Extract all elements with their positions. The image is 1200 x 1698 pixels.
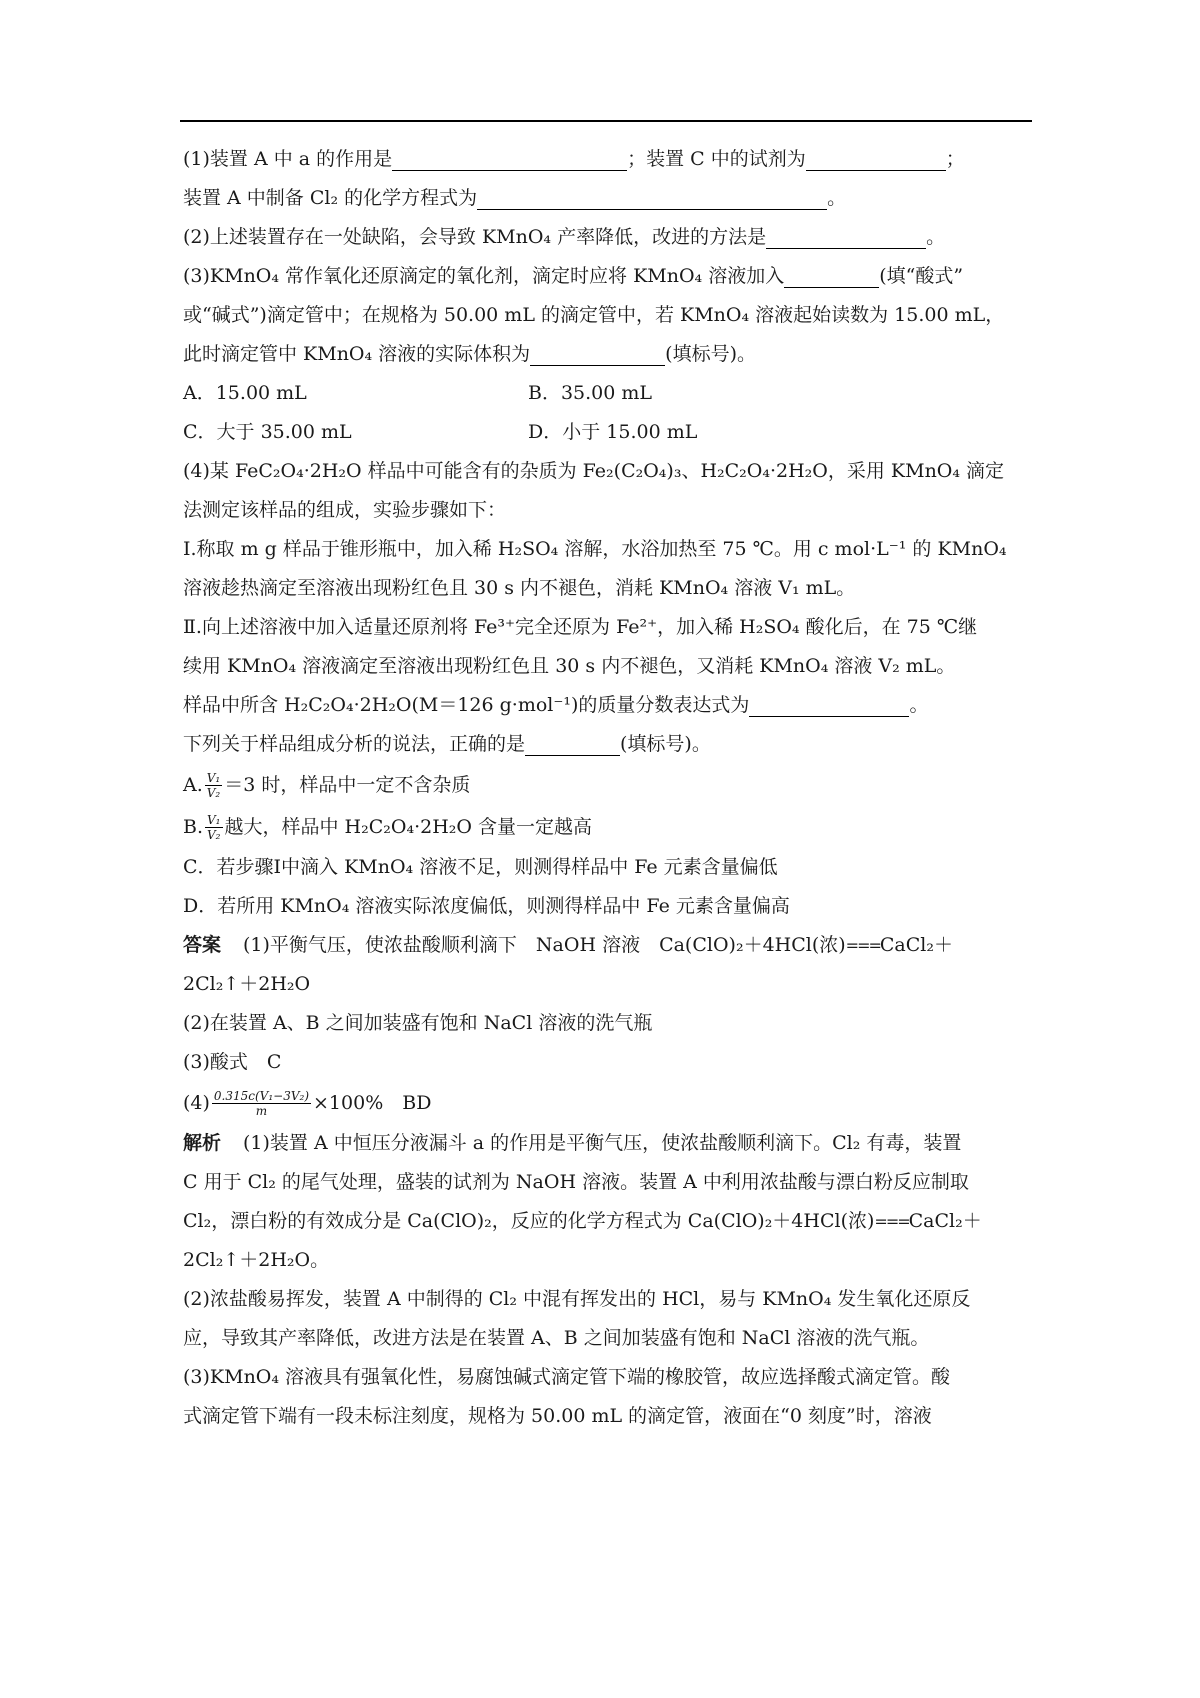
option-a-text: ＝3 时，样品中一定不含杂质 (224, 773, 471, 796)
analysis-2-text-1: (2)浓盐酸易挥发，装置 A 中制得的 Cl₂ 中混有挥发出的 HCl，易与 KMnO₄ 发生氧化还原反 (183, 1288, 971, 1310)
analysis-3-text-1: (3)KMnO₄ 溶液具有强氧化性，易腐蚀碱式滴定管下端的橡胶管，故应选择酸式滴定管。酸 (183, 1366, 951, 1388)
answer-blank (766, 226, 926, 249)
analysis-1-text-3-end: CaCl₂＋ (908, 1210, 982, 1232)
question-4-line-1 (183, 452, 1029, 491)
answer-blank (525, 733, 620, 756)
content-body (183, 140, 1029, 1436)
answer-3 (183, 1043, 1029, 1082)
v1-over-v2-fraction (205, 771, 222, 800)
q4-analysis-end: (填标号)。 (620, 733, 711, 755)
q3-text-d: 此时滴定管中 KMnO₄ 溶液的实际体积为 (183, 343, 531, 365)
option-d: D．小于 15.00 mL (528, 421, 698, 443)
option-b-text: 越大，样品中 H₂C₂O₄·2H₂O 含量一定越高 (224, 815, 593, 838)
analysis-label: 解析 (183, 1132, 222, 1154)
answer-4-fraction (212, 1089, 311, 1118)
option-c-row (183, 848, 1029, 887)
v1-over-v2-fraction (205, 813, 222, 842)
equation-arrow: === (874, 1212, 909, 1231)
option-b: B．35.00 mL (528, 382, 653, 404)
option-d-text: D．若所用 KMnO₄ 溶液实际浓度偏低，则测得样品中 Fe 元素含量偏高 (183, 895, 790, 917)
answer-2 (183, 1004, 1029, 1043)
q3-text-c: 或“碱式”)滴定管中；在规格为 50.00 mL 的滴定管中，若 KMnO₄ 溶液起始读数为 15.00 mL， (183, 304, 1005, 326)
question-3-line-3 (183, 335, 1029, 374)
question-4-step-2-a (183, 608, 1029, 647)
analysis-line-3 (183, 1202, 1029, 1241)
question-4-step-1-a (183, 530, 1029, 569)
q4-text-a: (4)某 FeC₂O₄·2H₂O 样品中可能含有的杂质为 Fe₂(C₂O₄)₃、H₂C₂O₄·2H₂O，采用 KMnO₄ 滴定 (183, 460, 1005, 482)
answer-1-text: (1)平衡气压，使浓盐酸顺利滴下 NaOH 溶液 Ca(ClO)₂＋4HCl(浓) (243, 934, 846, 956)
answer-2-text: (2)在装置 A、B 之间加装盛有饱和 NaCl 溶液的洗气瓶 (183, 1012, 653, 1034)
q3-text-b: (填“酸式” (879, 265, 964, 287)
question-4-line-2 (183, 491, 1029, 530)
analysis-line-4 (183, 1241, 1029, 1280)
analysis-2-text-2: 应，导致其产率降低，改进方法是在装置 A、B 之间加装盛有饱和 NaCl 溶液的洗气瓶。 (183, 1327, 930, 1349)
option-a-prefix: A. (183, 773, 203, 796)
question-1-line-2 (183, 179, 1029, 218)
fraction-denominator: m (255, 1103, 268, 1118)
q4-analysis-text: 下列关于样品组成分析的说法，正确的是 (183, 733, 526, 755)
question-3-options-row-1 (183, 374, 1029, 413)
question-3-options-row-2 (183, 413, 1029, 452)
analysis-line-8 (183, 1397, 1029, 1436)
option-a: A．15.00 mL (183, 382, 307, 404)
answer-1-text-2: 2Cl₂↑＋2H₂O (183, 973, 311, 995)
q1-text-b: ；装置 C 中的试剂为 (627, 148, 806, 170)
question-4-analysis (183, 725, 1029, 764)
option-b-prefix: B. (183, 815, 204, 838)
q4-mass-end: 。 (909, 694, 929, 716)
answer-line-2 (183, 965, 1029, 1004)
q1-text-e: 。 (827, 187, 847, 209)
analysis-1-text-1: (1)装置 A 中恒压分液漏斗 a 的作用是平衡气压，使浓盐酸顺利滴下。Cl₂ 有毒，装置 (243, 1132, 962, 1154)
answer-4-suffix: ×100% BD (313, 1091, 432, 1114)
analysis-line-1 (183, 1124, 1029, 1163)
option-c-text: C．若步骤Ⅰ中滴入 KMnO₄ 溶液不足，则测得样品中 Fe 元素含量偏低 (183, 856, 778, 878)
question-4-mass (183, 686, 1029, 725)
q4-mass-text: 样品中所含 H₂C₂O₄·2H₂O(M＝126 g·mol⁻¹)的质量分数表达式为 (183, 694, 750, 716)
fraction-numerator: V₁ (206, 770, 221, 785)
answer-line-1 (183, 926, 1029, 965)
option-d-row (183, 887, 1029, 926)
header-rule (180, 120, 1032, 122)
analysis-1-text-4: 2Cl₂↑＋2H₂O。 (183, 1249, 330, 1271)
answer-4 (183, 1082, 1029, 1124)
answer-blank (806, 148, 946, 171)
answer-label: 答案 (183, 934, 222, 956)
answer-3-text: (3)酸式 C (183, 1051, 282, 1073)
analysis-line-6 (183, 1319, 1029, 1358)
option-a-row (183, 764, 1029, 806)
fraction-denominator: V₂ (206, 785, 221, 800)
analysis-line-7 (183, 1358, 1029, 1397)
q1-text-d: 装置 A 中制备 Cl₂ 的化学方程式为 (183, 187, 478, 209)
q4-step2-text-b: 续用 KMnO₄ 溶液滴定至溶液出现粉红色且 30 s 内不褪色，又消耗 KMnO₄ 溶液 V₂ mL。 (183, 655, 956, 677)
q2-text-end: 。 (926, 226, 946, 248)
answer-blank (749, 694, 909, 717)
q4-step1-text-a: Ⅰ.称取 m g 样品于锥形瓶中，加入稀 H₂SO₄ 溶解，水浴加热至 75 ℃。用 c mol·L⁻¹ 的 KMnO₄ (183, 538, 1007, 560)
analysis-line-5 (183, 1280, 1029, 1319)
answer-blank (784, 265, 879, 288)
analysis-1-text-2: C 用于 Cl₂ 的尾气处理，盛装的试剂为 NaOH 溶液。装置 A 中利用浓盐酸与漂白粉反应制取 (183, 1171, 969, 1193)
analysis-1-text-3: Cl₂，漂白粉的有效成分是 Ca(ClO)₂，反应的化学方程式为 Ca(ClO)₂＋4HCl(浓) (183, 1210, 875, 1232)
fraction-denominator: V₂ (207, 827, 221, 842)
fraction-numerator: 0.315c(V₁−3V₂) (213, 1088, 310, 1103)
q2-text: (2)上述装置存在一处缺陷，会导致 KMnO₄ 产率降低，改进的方法是 (183, 226, 767, 248)
answer-blank (477, 187, 827, 210)
q4-step2-text-a: Ⅱ.向上述溶液中加入适量还原剂将 Fe³⁺完全还原为 Fe²⁺，加入稀 H₂SO₄ 酸化后，在 75 ℃继 (183, 616, 978, 638)
question-3-line-2 (183, 296, 1029, 335)
question-2 (183, 218, 1029, 257)
q4-step1-text-b: 溶液趁热滴定至溶液出现粉红色且 30 s 内不褪色，消耗 KMnO₄ 溶液 V₁ mL。 (183, 577, 856, 599)
answer-1-text-end: CaCl₂＋ (879, 934, 953, 956)
question-3-line-1 (183, 257, 1029, 296)
option-c: C．大于 35.00 mL (183, 421, 352, 443)
answer-blank (392, 148, 627, 171)
q3-text-a: (3)KMnO₄ 常作氧化还原滴定的氧化剂，滴定时应将 KMnO₄ 溶液加入 (183, 265, 785, 287)
option-b-row (183, 806, 1029, 848)
question-4-step-2-b (183, 647, 1029, 686)
q1-text-a: (1)装置 A 中 a 的作用是 (183, 148, 393, 170)
analysis-line-2 (183, 1163, 1029, 1202)
analysis-3-text-2: 式滴定管下端有一段未标注刻度，规格为 50.00 mL 的滴定管，液面在“0 刻度”时，溶液 (183, 1405, 932, 1427)
q3-text-e: (填标号)。 (665, 343, 756, 365)
q4-text-b: 法测定该样品的组成，实验步骤如下： (183, 499, 507, 521)
equation-arrow: === (845, 936, 880, 955)
question-1-line-1 (183, 140, 1029, 179)
answer-blank (530, 343, 665, 366)
fraction-numerator: V₁ (207, 812, 221, 827)
q1-text-c: ； (945, 148, 965, 170)
answer-4-prefix: (4) (183, 1091, 210, 1114)
question-4-step-1-b (183, 569, 1029, 608)
